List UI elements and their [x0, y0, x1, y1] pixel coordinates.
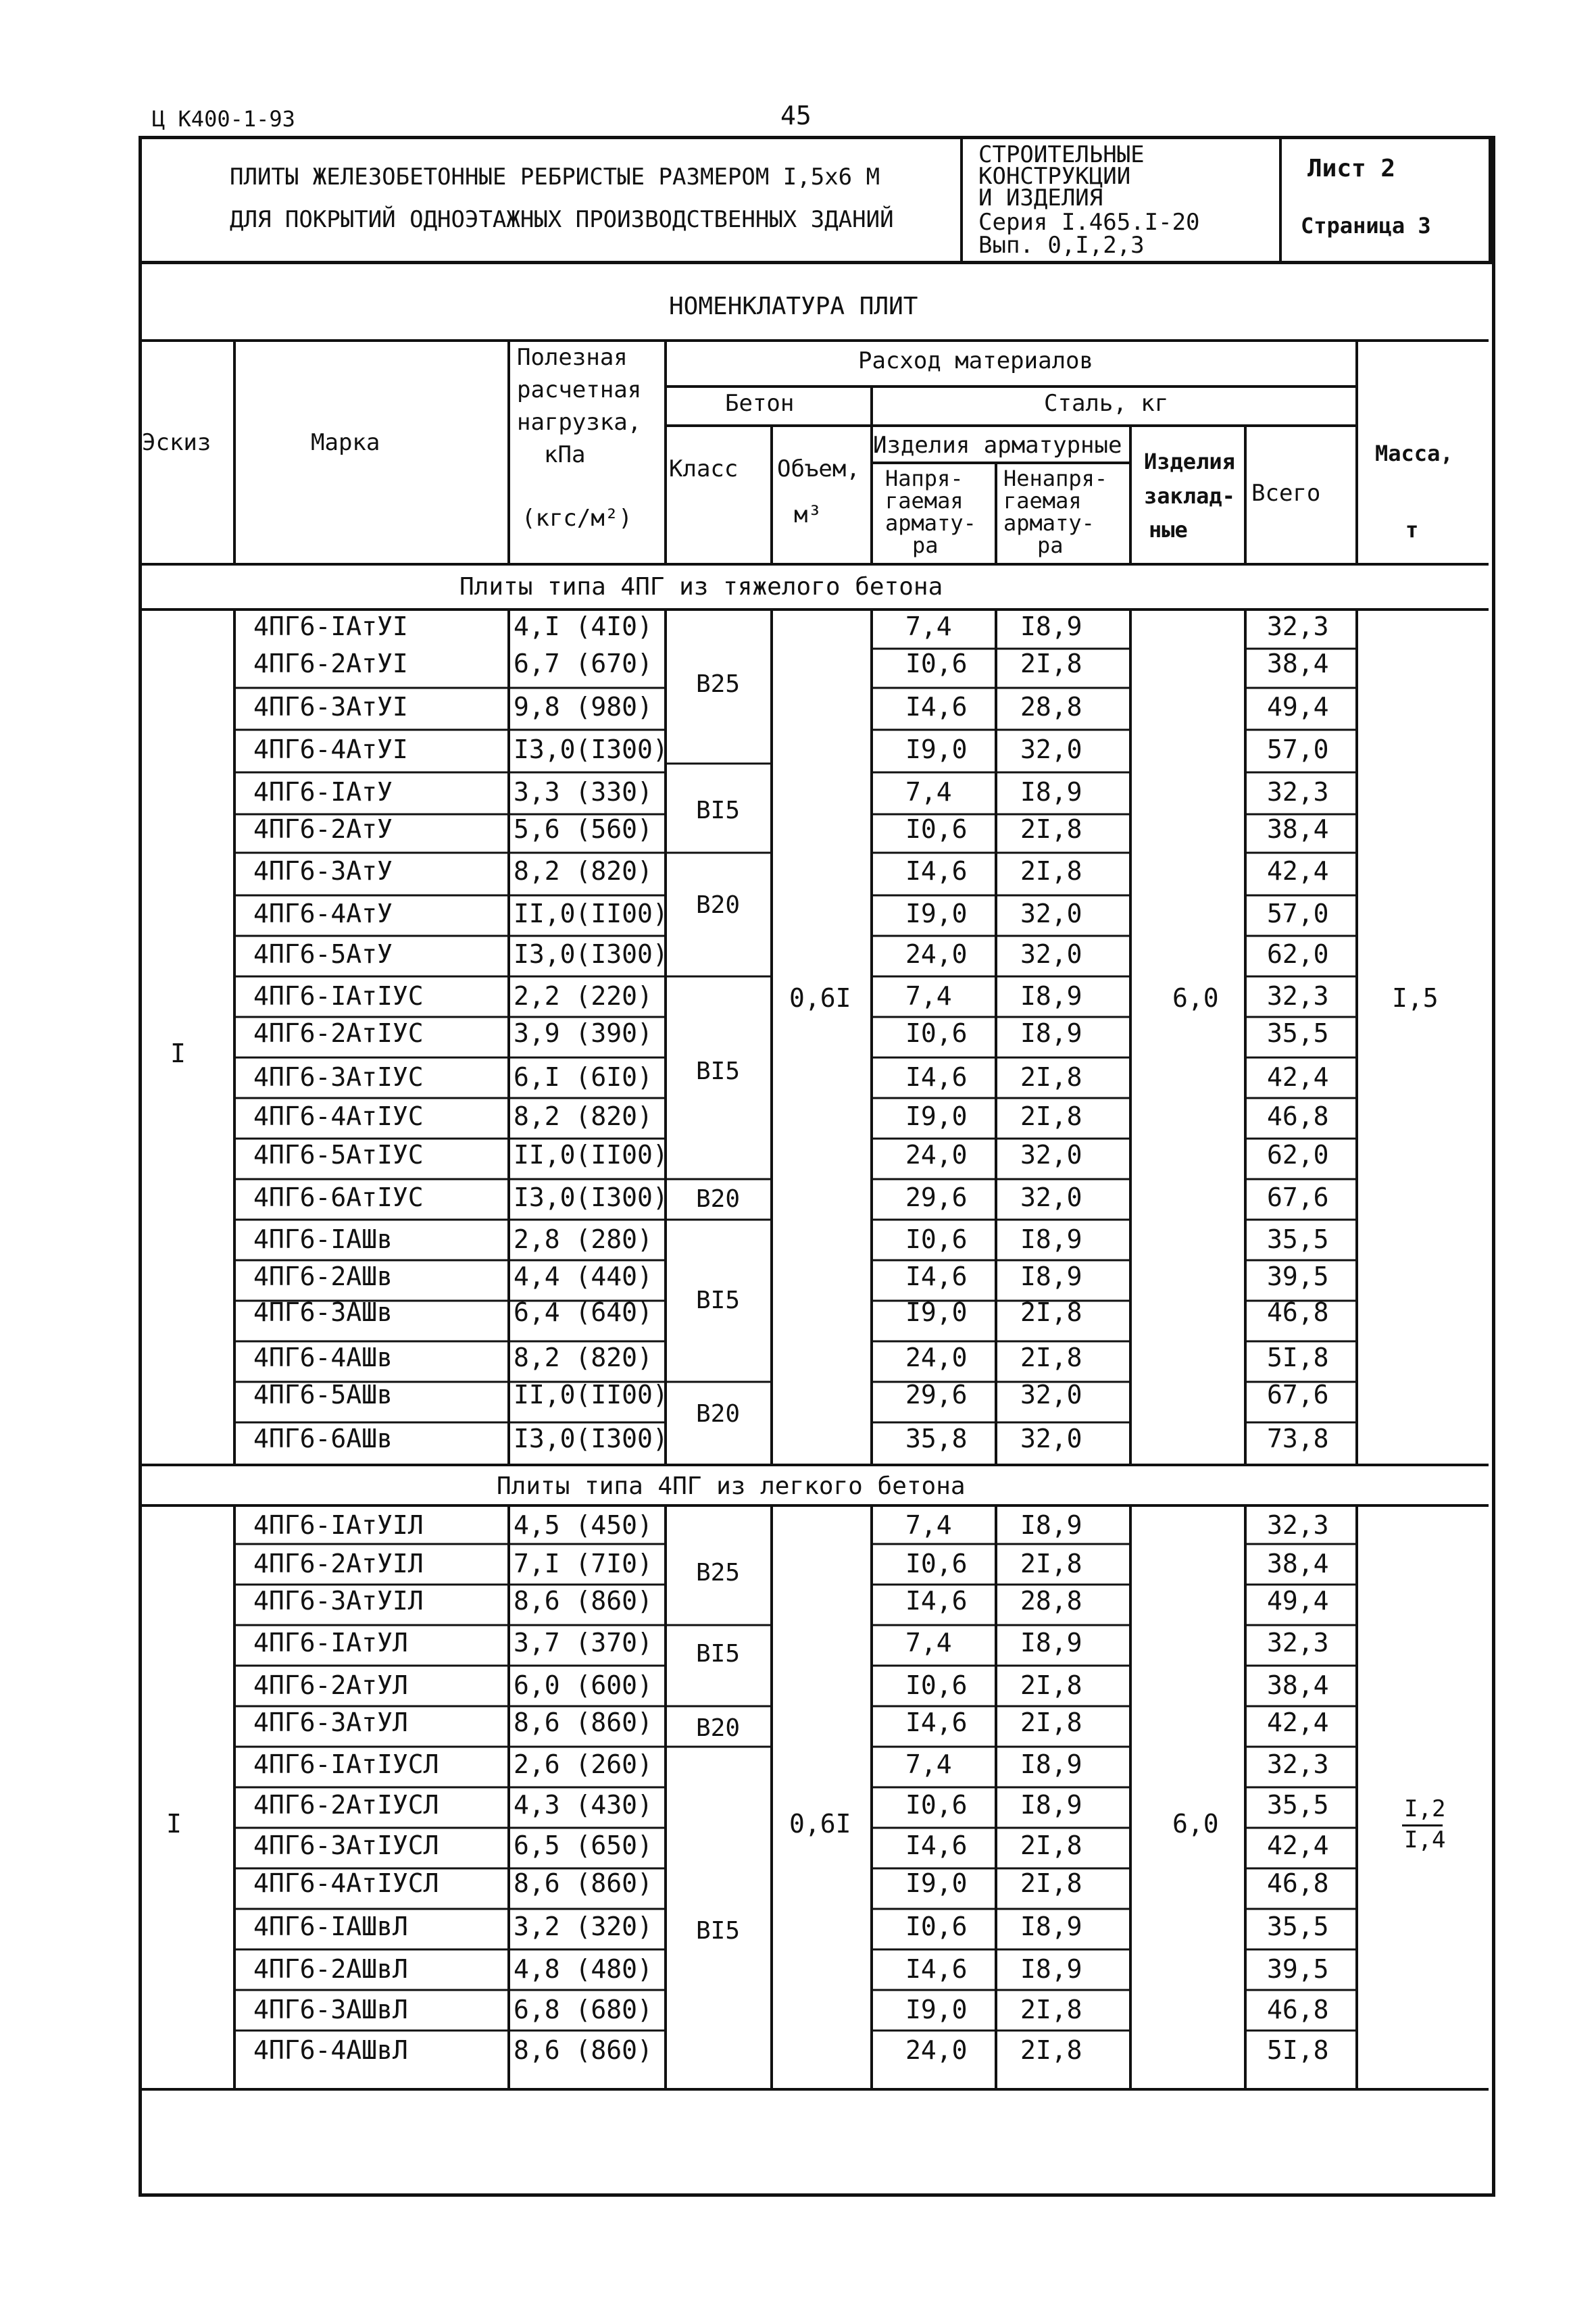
section1-mark-cell: 4ПГ6-2АШв [253, 1262, 393, 1291]
series-line-1: СТРОИТЕЛЬНЫЕ [978, 141, 1145, 168]
section1-prestressed-cell: I4,6 [905, 1062, 968, 1092]
section2-load-cell: 6,0 (600) [514, 1670, 653, 1700]
section2-class-3: B20 [696, 1714, 741, 1742]
section2-mark-cell: 4ПГ6-IАтУIЛ [253, 1510, 424, 1540]
section2-prestressed-cell: I4,6 [905, 1954, 968, 1984]
header-rebar-items: Изделия арматурные [873, 432, 1122, 459]
section1-prestressed-cell: 7,4 [905, 612, 952, 641]
section2-total-cell: 35,5 [1267, 1912, 1329, 1941]
section1-prestressed-cell: I9,0 [905, 899, 968, 928]
header-embedded-1: Изделия [1144, 449, 1235, 474]
section1-nonprestressed-cell: 32,0 [1020, 1140, 1082, 1170]
section1-load-cell: 8,2 (820) [514, 1343, 653, 1372]
section2-prestressed-cell: I0,6 [905, 1790, 968, 1820]
section1-mark-cell: 4ПГ6-IАтУI [253, 612, 408, 641]
section2-load-cell: 6,8 (680) [514, 1995, 653, 2024]
header-load-4: кПа [544, 441, 586, 468]
document-code: Ц К400-1-93 [152, 106, 295, 132]
section2-load-cell: 6,5 (650) [514, 1831, 653, 1860]
section1-volume: 0,6I [789, 983, 851, 1013]
series-line-2: КОНСТРУКЦИИ [978, 163, 1131, 190]
section1-total-cell: 32,3 [1267, 612, 1329, 641]
header-volume-2: м³ [794, 501, 822, 528]
section2-nonprestressed-cell: 28,8 [1020, 1586, 1082, 1616]
section1-prestressed-cell: I0,6 [905, 1224, 968, 1254]
header-load-3: нагрузка, [517, 409, 642, 436]
section1-nonprestressed-cell: I8,9 [1020, 777, 1082, 807]
section1-load-cell: 3,9 (390) [514, 1018, 653, 1048]
section1-total-cell: 57,0 [1267, 899, 1329, 928]
section1-nonprestressed-cell: 32,0 [1020, 735, 1082, 764]
section2-nonprestressed-cell: 2I,8 [1020, 1831, 1082, 1860]
section1-mark-cell: 4ПГ6-4АтУI [253, 735, 408, 764]
section1-load-cell: 6,I (6I0) [514, 1062, 653, 1092]
section1-prestressed-cell: 24,0 [905, 939, 968, 969]
section2-total-cell: 49,4 [1267, 1586, 1329, 1616]
section1-title: Плиты типа 4ПГ из тяжелого бетона [459, 573, 943, 601]
section1-load-cell: 9,8 (980) [514, 692, 653, 722]
section2-load-cell: 3,7 (370) [514, 1628, 653, 1658]
section1-total-cell: 39,5 [1267, 1262, 1329, 1291]
section2-load-cell: 2,6 (260) [514, 1749, 653, 1779]
section1-load-cell: I3,0(I300) [514, 1424, 668, 1453]
section2-load-cell: 3,2 (320) [514, 1912, 653, 1941]
section1-prestressed-cell: I0,6 [905, 649, 968, 678]
header-total: Всего [1251, 480, 1321, 507]
section2-mark-cell: 4ПГ6-IАШвЛ [253, 1912, 408, 1941]
header-prestressed-3: армату- [885, 510, 976, 536]
section1-nonprestressed-cell: 32,0 [1020, 939, 1082, 969]
section1-mark-cell: 4ПГ6-3АтУI [253, 692, 408, 722]
section2-nonprestressed-cell: I8,9 [1020, 1510, 1082, 1540]
section1-nonprestressed-cell: 32,0 [1020, 1183, 1082, 1212]
header-sketch: Эскиз [142, 429, 211, 456]
section2-mark-cell: 4ПГ6-4АтIУСЛ [253, 1868, 439, 1898]
header-load-5: (кгс/м²) [522, 505, 632, 532]
section2-total-cell: 32,3 [1267, 1628, 1329, 1658]
section2-total-cell: 42,4 [1267, 1708, 1329, 1737]
section2-load-cell: 4,3 (430) [514, 1790, 653, 1820]
section2-prestressed-cell: 7,4 [905, 1749, 952, 1779]
section1-mark-cell: 4ПГ6-3АтIУС [253, 1062, 424, 1092]
section1-mark-cell: 4ПГ6-2АтУ [253, 814, 393, 844]
section2-load-cell: 8,6 (860) [514, 1868, 653, 1898]
section2-prestressed-cell: 7,4 [905, 1510, 952, 1540]
section2-nonprestressed-cell: I8,9 [1020, 1628, 1082, 1658]
section1-class-1: B25 [696, 670, 741, 698]
section1-load-cell: 4,I (4I0) [514, 612, 653, 641]
section1-load-cell: 2,8 (280) [514, 1224, 653, 1254]
series-line-4: Серия І.465.І-20 [978, 209, 1200, 236]
section1-load-cell: 8,2 (820) [514, 856, 653, 886]
section2-nonprestressed-cell: I8,9 [1020, 1790, 1082, 1820]
table-caption: НОМЕНКЛАТУРА ПЛИТ [669, 293, 918, 320]
section2-prestressed-cell: I0,6 [905, 1670, 968, 1700]
section1-sketch: I [170, 1039, 186, 1068]
section1-mark-cell: 4ПГ6-IАШв [253, 1224, 393, 1254]
section2-total-cell: 32,3 [1267, 1749, 1329, 1779]
section2-prestressed-cell: I9,0 [905, 1868, 968, 1898]
section1-class-5: B20 [696, 1185, 741, 1213]
section1-total-cell: 67,6 [1267, 1380, 1329, 1410]
section1-load-cell: 3,3 (330) [514, 777, 653, 807]
page-label: Страница 3 [1301, 213, 1431, 239]
section1-prestressed-cell: 29,6 [905, 1183, 968, 1212]
section2-mark-cell: 4ПГ6-2АтУIЛ [253, 1549, 424, 1578]
section2-nonprestressed-cell: 2I,8 [1020, 2035, 1082, 2065]
section2-prestressed-cell: I4,6 [905, 1831, 968, 1860]
header-volume-1: Объем, [777, 455, 860, 482]
section1-load-cell: 8,2 (820) [514, 1101, 653, 1131]
section1-nonprestressed-cell: I8,9 [1020, 612, 1082, 641]
section1-total-cell: 35,5 [1267, 1018, 1329, 1048]
section1-load-cell: 5,6 (560) [514, 814, 653, 844]
section1-prestressed-cell: 35,8 [905, 1424, 968, 1453]
section1-mark-cell: 4ПГ6-6АтIУС [253, 1183, 424, 1212]
section2-class-2: BI5 [696, 1640, 741, 1668]
section1-load-cell: I3,0(I300) [514, 939, 668, 969]
section1-load-cell: I3,0(I300) [514, 735, 668, 764]
section2-class-4: BI5 [696, 1917, 741, 1945]
section1-prestressed-cell: I9,0 [905, 1101, 968, 1131]
section2-prestressed-cell: 7,4 [905, 1628, 952, 1658]
header-nonprestressed-3: армату- [1003, 510, 1095, 536]
section1-mark-cell: 4ПГ6-IАтУ [253, 777, 393, 807]
section1-prestressed-cell: 24,0 [905, 1140, 968, 1170]
section2-mass-num: I,2 [1404, 1795, 1446, 1822]
section1-load-cell: II,0(II00) [514, 1140, 668, 1170]
header-mass-1: Масса, [1375, 441, 1453, 466]
section1-total-cell: 49,4 [1267, 692, 1329, 722]
section2-mark-cell: 4ПГ6-3АШвЛ [253, 1995, 408, 2024]
section1-nonprestressed-cell: I8,9 [1020, 1262, 1082, 1291]
section2-nonprestressed-cell: 2I,8 [1020, 1670, 1082, 1700]
series-line-5: Вып. 0,І,2,3 [978, 232, 1145, 259]
section1-class-4: BI5 [696, 1057, 741, 1085]
section1-total-cell: 35,5 [1267, 1224, 1329, 1254]
section2-nonprestressed-cell: I8,9 [1020, 1912, 1082, 1941]
section2-prestressed-cell: I0,6 [905, 1912, 968, 1941]
section1-class-3: B20 [696, 891, 741, 919]
header-concrete: Бетон [725, 390, 795, 417]
section1-total-cell: 38,4 [1267, 649, 1329, 678]
section2-volume: 0,6I [789, 1809, 851, 1839]
header-embedded-3: ные [1149, 517, 1188, 543]
section1-nonprestressed-cell: I8,9 [1020, 1224, 1082, 1254]
section1-prestressed-cell: 24,0 [905, 1343, 968, 1372]
section2-prestressed-cell: I4,6 [905, 1708, 968, 1737]
section2-mark-cell: 4ПГ6-3АтIУСЛ [253, 1831, 439, 1860]
section1-total-cell: 42,4 [1267, 856, 1329, 886]
section2-total-cell: 5I,8 [1267, 2035, 1329, 2065]
section1-mark-cell: 4ПГ6-4АтIУС [253, 1101, 424, 1131]
section1-mark-cell: 4ПГ6-3АШв [253, 1297, 393, 1327]
section2-total-cell: 46,8 [1267, 1995, 1329, 2024]
section2-nonprestressed-cell: 2I,8 [1020, 1708, 1082, 1737]
section2-mark-cell: 4ПГ6-3АтУIЛ [253, 1586, 424, 1616]
section2-load-cell: 8,6 (860) [514, 1708, 653, 1737]
section1-total-cell: 73,8 [1267, 1424, 1329, 1453]
section2-class-1: B25 [696, 1559, 741, 1587]
section2-mass-den: I,4 [1404, 1826, 1446, 1853]
section1-mark-cell: 4ПГ6-2АтУI [253, 649, 408, 678]
section1-class-7: B20 [696, 1400, 741, 1428]
page-number: 45 [780, 101, 812, 130]
section2-total-cell: 42,4 [1267, 1831, 1329, 1860]
section2-prestressed-cell: 24,0 [905, 2035, 968, 2065]
section1-total-cell: 57,0 [1267, 735, 1329, 764]
section2-total-cell: 38,4 [1267, 1549, 1329, 1578]
section1-load-cell: 2,2 (220) [514, 981, 653, 1011]
header-prestressed-4: ра [912, 532, 939, 558]
section1-prestressed-cell: I9,0 [905, 735, 968, 764]
section1-prestressed-cell: I9,0 [905, 1297, 968, 1327]
section2-prestressed-cell: I4,6 [905, 1586, 968, 1616]
section2-mark-cell: 4ПГ6-2АтIУСЛ [253, 1790, 439, 1820]
section2-mark-cell: 4ПГ6-4АШвЛ [253, 2035, 408, 2065]
section2-mark-cell: 4ПГ6-2АШвЛ [253, 1954, 408, 1984]
series-line-3: И ИЗДЕЛИЯ [978, 184, 1103, 211]
section1-prestressed-cell: I4,6 [905, 1262, 968, 1291]
section2-prestressed-cell: I0,6 [905, 1549, 968, 1578]
section2-load-cell: 7,I (7I0) [514, 1549, 653, 1578]
section1-nonprestressed-cell: 32,0 [1020, 1380, 1082, 1410]
section1-mass: I,5 [1392, 983, 1439, 1013]
header-nonprestressed-1: Ненапря- [1003, 466, 1108, 491]
header-nonprestressed-4: ра [1037, 532, 1064, 558]
section1-nonprestressed-cell: 2I,8 [1020, 649, 1082, 678]
section1-class-6: BI5 [696, 1287, 741, 1314]
section1-mark-cell: 4ПГ6-5АтIУС [253, 1140, 424, 1170]
section1-total-cell: 38,4 [1267, 814, 1329, 844]
section1-mark-cell: 4ПГ6-IАтIУС [253, 981, 424, 1011]
section1-load-cell: II,0(II00) [514, 899, 668, 928]
section2-nonprestressed-cell: 2I,8 [1020, 1868, 1082, 1898]
section1-total-cell: 46,8 [1267, 1101, 1329, 1131]
section2-mark-cell: 4ПГ6-IАтIУСЛ [253, 1749, 439, 1779]
section1-mark-cell: 4ПГ6-4АШв [253, 1343, 393, 1372]
section2-load-cell: 4,8 (480) [514, 1954, 653, 1984]
section2-total-cell: 39,5 [1267, 1954, 1329, 1984]
section1-prestressed-cell: 7,4 [905, 777, 952, 807]
section1-nonprestressed-cell: I8,9 [1020, 1018, 1082, 1048]
section2-sketch: I [166, 1809, 182, 1839]
section2-nonprestressed-cell: 2I,8 [1020, 1549, 1082, 1578]
section2-nonprestressed-cell: I8,9 [1020, 1749, 1082, 1779]
section1-nonprestressed-cell: 2I,8 [1020, 1297, 1082, 1327]
section1-total-cell: 62,0 [1267, 1140, 1329, 1170]
section1-total-cell: 32,3 [1267, 777, 1329, 807]
header-mass-2: т [1405, 517, 1419, 543]
section2-total-cell: 35,5 [1267, 1790, 1329, 1820]
section1-total-cell: 62,0 [1267, 939, 1329, 969]
section1-mark-cell: 4ПГ6-4АтУ [253, 899, 393, 928]
section1-mark-cell: 4ПГ6-6АШв [253, 1424, 393, 1453]
section2-load-cell: 8,6 (860) [514, 2035, 653, 2065]
section1-prestressed-cell: 29,6 [905, 1380, 968, 1410]
section1-prestressed-cell: I4,6 [905, 856, 968, 886]
section1-load-cell: 4,4 (440) [514, 1262, 653, 1291]
section1-mark-cell: 4ПГ6-2АтIУС [253, 1018, 424, 1048]
section1-total-cell: 42,4 [1267, 1062, 1329, 1092]
section2-total-cell: 32,3 [1267, 1510, 1329, 1540]
header-steel: Сталь, кг [1044, 390, 1169, 417]
section2-load-cell: 4,5 (450) [514, 1510, 653, 1540]
section2-mark-cell: 4ПГ6-2АтУЛ [253, 1670, 408, 1700]
section1-prestressed-cell: I4,6 [905, 692, 968, 722]
section2-load-cell: 8,6 (860) [514, 1586, 653, 1616]
sheet-label: Лист 2 [1307, 155, 1396, 182]
section2-total-cell: 38,4 [1267, 1670, 1329, 1700]
section1-nonprestressed-cell: 2I,8 [1020, 856, 1082, 886]
section2-nonprestressed-cell: 2I,8 [1020, 1995, 1082, 2024]
section1-nonprestressed-cell: I8,9 [1020, 981, 1082, 1011]
header-prestressed-1: Напря- [885, 466, 964, 491]
section2-nonprestressed-cell: I8,9 [1020, 1954, 1082, 1984]
section1-mark-cell: 4ПГ6-5АтУ [253, 939, 393, 969]
section1-prestressed-cell: 7,4 [905, 981, 952, 1011]
header-load-1: Полезная [517, 344, 628, 371]
section1-nonprestressed-cell: 28,8 [1020, 692, 1082, 722]
section1-nonprestressed-cell: 32,0 [1020, 1424, 1082, 1453]
section1-load-cell: 6,4 (640) [514, 1297, 653, 1327]
section1-mark-cell: 4ПГ6-3АтУ [253, 856, 393, 886]
title-line-1: ПЛИТЫ ЖЕЛЕЗОБЕТОННЫЕ РЕБРИСТЫЕ РАЗМЕРОМ І,5х6 М [230, 164, 880, 191]
section1-prestressed-cell: I0,6 [905, 814, 968, 844]
section1-total-cell: 67,6 [1267, 1183, 1329, 1212]
header-nonprestressed-2: гаемая [1003, 488, 1082, 514]
section1-nonprestressed-cell: 32,0 [1020, 899, 1082, 928]
section1-nonprestressed-cell: 2I,8 [1020, 1343, 1082, 1372]
header-materials: Расход материалов [858, 347, 1093, 374]
section1-load-cell: I3,0(I300) [514, 1183, 668, 1212]
section2-embedded: 6,0 [1172, 1809, 1219, 1839]
header-embedded-2: заклад- [1144, 483, 1235, 509]
section1-nonprestressed-cell: 2I,8 [1020, 1062, 1082, 1092]
section2-mark-cell: 4ПГ6-IАтУЛ [253, 1628, 408, 1658]
section1-load-cell: 6,7 (670) [514, 649, 653, 678]
section1-nonprestressed-cell: 2I,8 [1020, 814, 1082, 844]
section2-title: Плиты типа 4ПГ из легкого бетона [497, 1472, 966, 1500]
section1-nonprestressed-cell: 2I,8 [1020, 1101, 1082, 1131]
title-line-2: ДЛЯ ПОКРЫТИЙ ОДНОЭТАЖНЫХ ПРОИЗВОДСТВЕННЫХ ЗДАНИЙ [230, 206, 894, 233]
section1-embedded: 6,0 [1172, 983, 1219, 1013]
section1-mark-cell: 4ПГ6-5АШв [253, 1380, 393, 1410]
section1-load-cell: II,0(II00) [514, 1380, 668, 1410]
section1-total-cell: 5I,8 [1267, 1343, 1329, 1372]
section1-total-cell: 32,3 [1267, 981, 1329, 1011]
section2-prestressed-cell: I9,0 [905, 1995, 968, 2024]
section1-class-2: BI5 [696, 797, 741, 824]
header-load-2: расчетная [517, 376, 642, 403]
section2-mark-cell: 4ПГ6-3АтУЛ [253, 1708, 408, 1737]
header-class: Класс [669, 455, 739, 482]
header-prestressed-2: гаемая [885, 488, 964, 514]
section1-prestressed-cell: I0,6 [905, 1018, 968, 1048]
section2-total-cell: 46,8 [1267, 1868, 1329, 1898]
header-mark: Марка [311, 429, 380, 456]
section1-total-cell: 46,8 [1267, 1297, 1329, 1327]
